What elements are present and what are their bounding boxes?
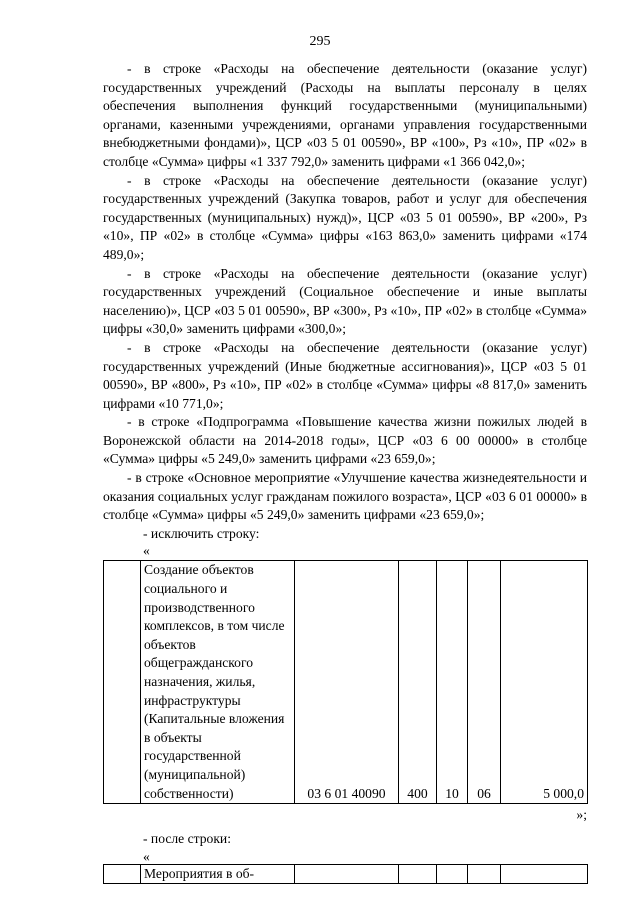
after-label: - после строки:	[143, 831, 231, 847]
paragraph-expenses-procurement: - в строке «Расходы на обеспечение деятельности (оказание услуг) государственных учреждений (Закупка товаров, работ и услуг для обеспечения государственных (муниципальных) нужд)», ЦСР «03 5 01 00590», ВР «200», Рз «10», ПР «02» в столбце «Сумма» цифры «163 863,0» заменить цифрами «174 489,0»;	[103, 172, 587, 262]
rz-cell: 10	[437, 561, 468, 804]
vr-cell: 400	[399, 561, 437, 804]
table-row	[104, 561, 588, 804]
csr-cell: 03 6 01 40090	[295, 561, 399, 804]
empty-cell	[468, 864, 501, 884]
quote-close: »;	[576, 807, 587, 823]
quote-open-2: «	[143, 848, 150, 864]
empty-cell	[501, 864, 588, 884]
row-name-cell: Создание объектов социального и производственного комплексов, в том числе объектов общегражданского назначения, жилья, инфраструктуры (Капитальные вложения в объекты государственной (муниципальной) собственности)	[141, 561, 295, 804]
paragraph-main-event: - в строке «Основное мероприятие «Улучшение качества жизнедеятельности и оказания социальных услуг гражданам пожилого возраста», ЦСР «03 6 01 00000» в столбце «Сумма» цифры «5 249,0» заменить цифрами «23 659,0»;	[103, 470, 587, 523]
empty-cell	[295, 864, 399, 884]
paragraph-expenses-other: - в строке «Расходы на обеспечение деятельности (оказание услуг) государственных учреждений (Иные бюджетные ассигнования)», ЦСР «03 5 01 00590», ВР «800», Рз «10», ПР «02» в столбце «Сумма» цифры «8 817,0» заменить цифрами «10 771,0»;	[103, 339, 587, 411]
after-row-table	[103, 864, 588, 885]
excluded-row-table	[103, 560, 588, 804]
paragraph-expenses-social: - в строке «Расходы на обеспечение деятельности (оказание услуг) государственных учреждений (Социальное обеспечение и иные выплаты населению)», ЦСР «03 5 01 00590», ВР «300», Рз «10», ПР «02» в столбце «Сумма» цифры «30,0» заменить цифрами «300,0»;	[103, 265, 587, 337]
exclude-label: - исключить строку:	[143, 525, 260, 541]
page-number: 295	[309, 34, 331, 49]
paragraph-subprogram: - в строке «Подпрограмма «Повышение качества жизни пожилых людей в Воронежской области на 2014-2018 годы», ЦСР «03 6 00 00000» в столбце «Сумма» цифры «5 249,0» заменить цифрами «23 659,0»;	[103, 414, 587, 467]
document-body	[103, 60, 587, 884]
table-row	[104, 864, 588, 884]
sum-cell: 5 000,0	[501, 561, 588, 804]
row-name-cell: Мероприятия в об-	[141, 864, 295, 884]
empty-cell	[399, 864, 437, 884]
empty-cell	[437, 864, 468, 884]
quote-open: «	[143, 543, 150, 559]
paragraph-expenses-personnel: - в строке «Расходы на обеспечение деятельности (оказание услуг) государственных учреждений (Расходы на выплаты персоналу в целях обеспечения выполнения функций государственными (муниципальными) органами, казенными учреждениями, органами управления государственными внебюджетными фондами)», ЦСР «03 5 01 00590», ВР «100», Рз «10», ПР «02» в столбце «Сумма» цифры «1 337 792,0» заменить цифрами «1 366 042,0»;	[103, 61, 587, 169]
empty-cell	[104, 561, 141, 804]
pr-cell: 06	[468, 561, 501, 804]
empty-cell	[104, 864, 141, 884]
